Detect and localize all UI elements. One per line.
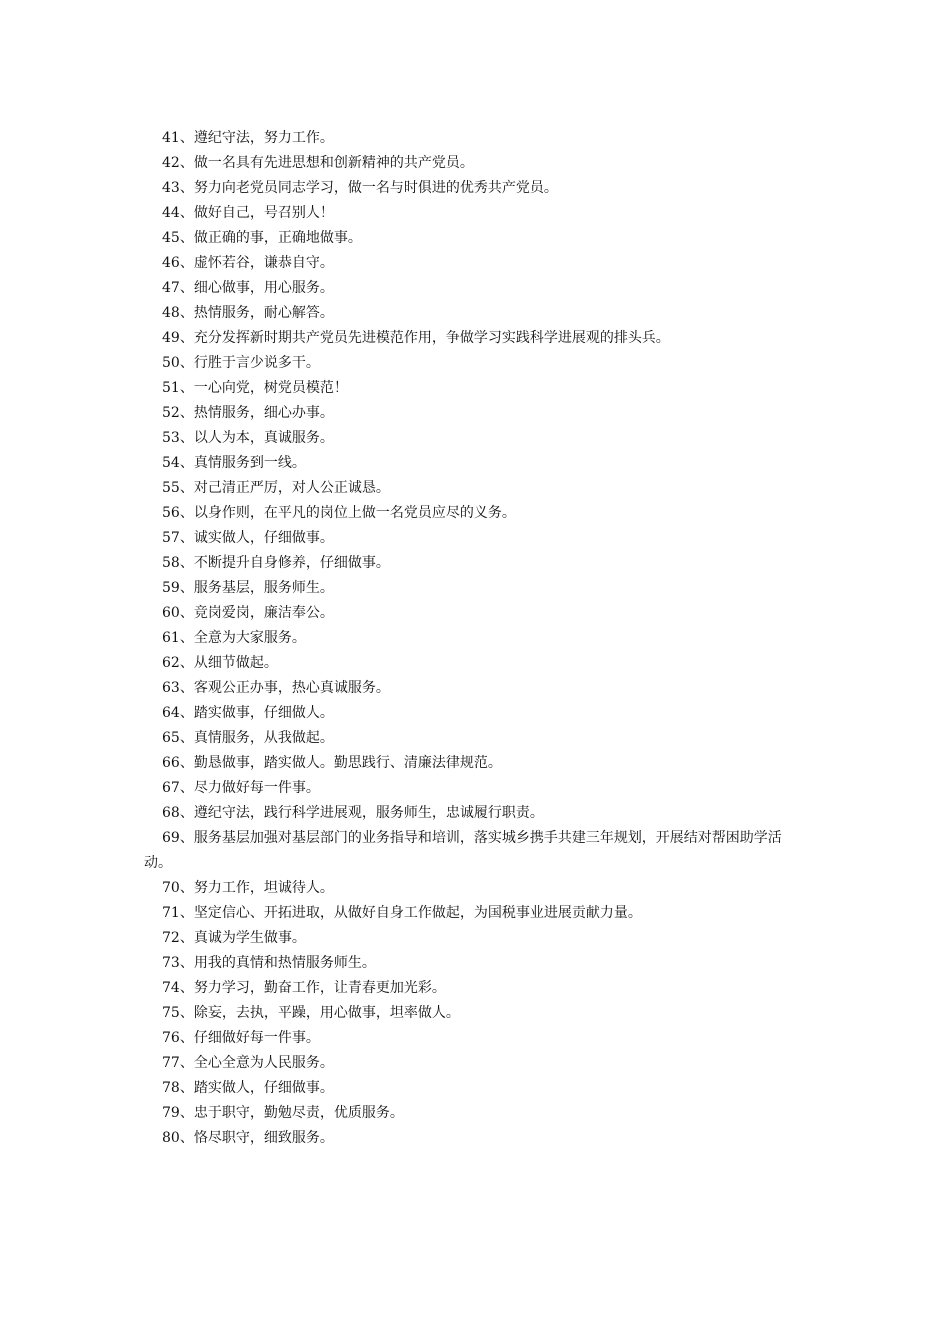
list-item: 79、忠于职守，勤勉尽责，优质服务。 (162, 1105, 404, 1121)
list-item: 53、以人为本，真诚服务。 (162, 430, 334, 446)
list-item: 44、做好自己，号召别人！ (162, 205, 334, 221)
list-item: 75、除妄，去执，平躁，用心做事，坦率做人。 (162, 1005, 460, 1021)
list-item: 48、热情服务，耐心解答。 (162, 305, 334, 321)
list-item: 62、从细节做起。 (162, 655, 278, 671)
list-item: 56、以身作则，在平凡的岗位上做一名党员应尽的义务。 (162, 505, 516, 521)
list-item: 49、充分发挥新时期共产党员先进模范作用，争做学习实践科学进展观的排头兵。 (162, 330, 670, 346)
list-item: 58、不断提升自身修养，仔细做事。 (162, 555, 390, 571)
list-item: 52、热情服务，细心办事。 (162, 405, 334, 421)
list-item: 78、踏实做人，仔细做事。 (162, 1080, 334, 1096)
list-item: 80、恪尽职守，细致服务。 (162, 1130, 334, 1146)
list-item: 72、真诚为学生做事。 (162, 930, 306, 946)
list-item: 73、用我的真情和热情服务师生。 (162, 955, 376, 971)
list-item: 67、尽力做好每一件事。 (162, 780, 320, 796)
list-item: 74、努力学习，勤奋工作，让青春更加光彩。 (162, 980, 446, 996)
slogan-list (144, 126, 806, 1151)
list-item: 46、虚怀若谷，谦恭自守。 (162, 255, 334, 271)
list-item: 55、对己清正严厉，对人公正诚恳。 (162, 480, 390, 496)
list-item: 63、客观公正办事，热心真诚服务。 (162, 680, 390, 696)
list-item: 65、真情服务，从我做起。 (162, 730, 334, 746)
list-item: 60、竞岗爱岗，廉洁奉公。 (162, 605, 334, 621)
list-item: 47、细心做事，用心服务。 (162, 280, 334, 296)
list-item: 43、努力向老党员同志学习，做一名与时俱进的优秀共产党员。 (162, 180, 558, 196)
list-item: 54、真情服务到一线。 (162, 455, 306, 471)
list-item: 42、做一名具有先进思想和创新精神的共产党员。 (162, 155, 474, 171)
list-item: 66、勤恳做事，踏实做人。勤思践行、清廉法律规范。 (162, 755, 502, 771)
list-item: 59、服务基层，服务师生。 (162, 580, 334, 596)
list-item: 45、做正确的事，正确地做事。 (162, 230, 362, 246)
list-item: 70、努力工作，坦诚待人。 (162, 880, 334, 896)
list-item: 50、行胜于言少说多干。 (162, 355, 320, 371)
list-item: 71、坚定信心、开拓进取，从做好自身工作做起，为国税事业进展贡献力量。 (162, 905, 642, 921)
list-item: 61、全意为大家服务。 (162, 630, 306, 646)
list-item: 68、遵纪守法，践行科学进展观，服务师生，忠诚履行职责。 (162, 805, 544, 821)
list-item: 76、仔细做好每一件事。 (162, 1030, 320, 1046)
list-item: 57、诚实做人，仔细做事。 (162, 530, 334, 546)
list-item: 77、全心全意为人民服务。 (162, 1055, 334, 1071)
list-item: 41、遵纪守法，努力工作。 (162, 130, 334, 146)
list-item: 64、踏实做事，仔细做人。 (162, 705, 334, 721)
list-item: 69、服务基层加强对基层部门的业务指导和培训，落实城乡携手共建三年规划，开展结对帮困助学活动。 (144, 830, 782, 871)
list-item: 51、一心向党，树党员模范！ (162, 380, 348, 396)
